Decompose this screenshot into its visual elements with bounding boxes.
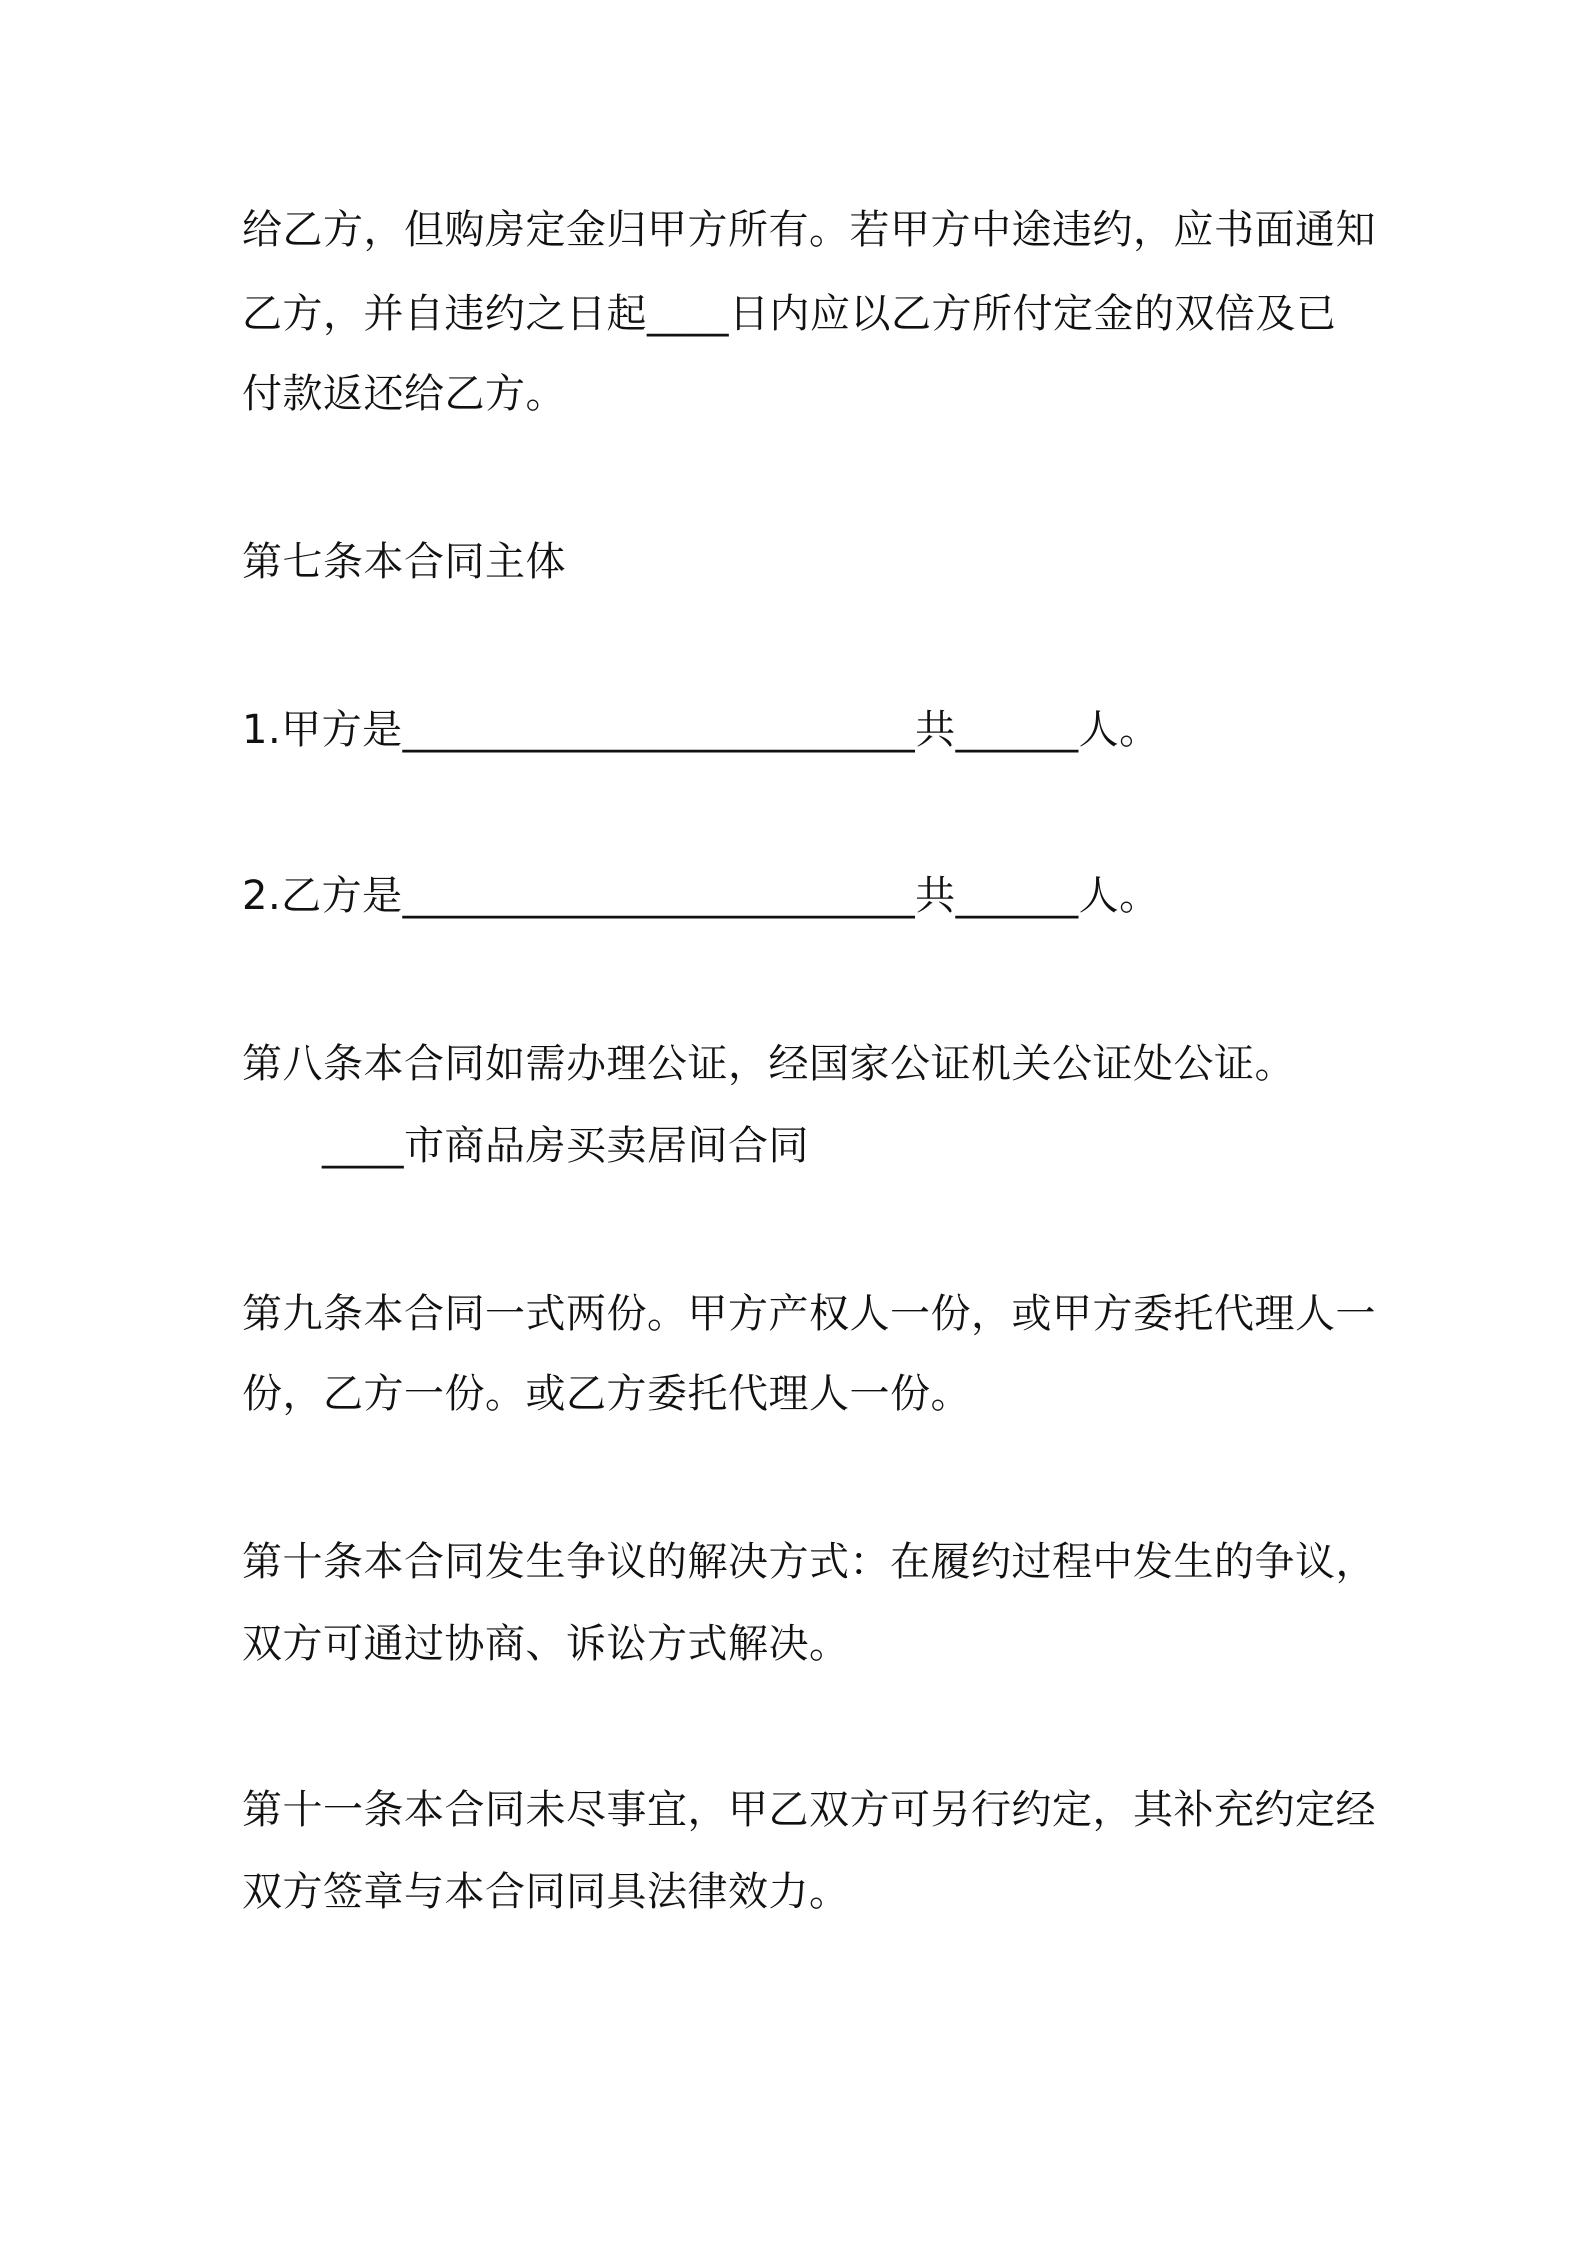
party-a-line: 1.甲方是_________________________共______人。 bbox=[242, 707, 1160, 753]
article-9-line-1: 第九条本合同一式两份。甲方产权人一份，或甲方委托代理人一 bbox=[242, 1291, 1376, 1337]
article-11-line-2: 双方签章与本合同同具法律效力。 bbox=[242, 1869, 850, 1915]
article-11-line-1: 第十一条本合同未尽事宜，甲乙双方可另行约定，其补充约定经 bbox=[242, 1787, 1376, 1833]
article-6-line-3: 付款返还给乙方。 bbox=[242, 371, 566, 417]
party-b-line: 2.乙方是_________________________共______人。 bbox=[242, 873, 1160, 919]
article-6-line-1: 给乙方，但购房定金归甲方所有。若甲方中途违约，应书面通知 bbox=[242, 207, 1376, 253]
article-6-line-2: 乙方，并自违约之日起____日内应以乙方所付定金的双倍及已 bbox=[242, 291, 1337, 337]
article-10-line-1: 第十条本合同发生争议的解决方式：在履约过程中发生的争议， bbox=[242, 1539, 1376, 1585]
article-9-line-2: 份，乙方一份。或乙方委托代理人一份。 bbox=[242, 1371, 971, 1417]
contract-title-line: ____市商品房买卖居间合同 bbox=[322, 1123, 809, 1169]
article-7-heading: 第七条本合同主体 bbox=[242, 539, 566, 585]
article-10-line-2: 双方可通过协商、诉讼方式解决。 bbox=[242, 1621, 850, 1667]
article-8-line: 第八条本合同如需办理公证，经国家公证机关公证处公证。 bbox=[242, 1041, 1295, 1087]
